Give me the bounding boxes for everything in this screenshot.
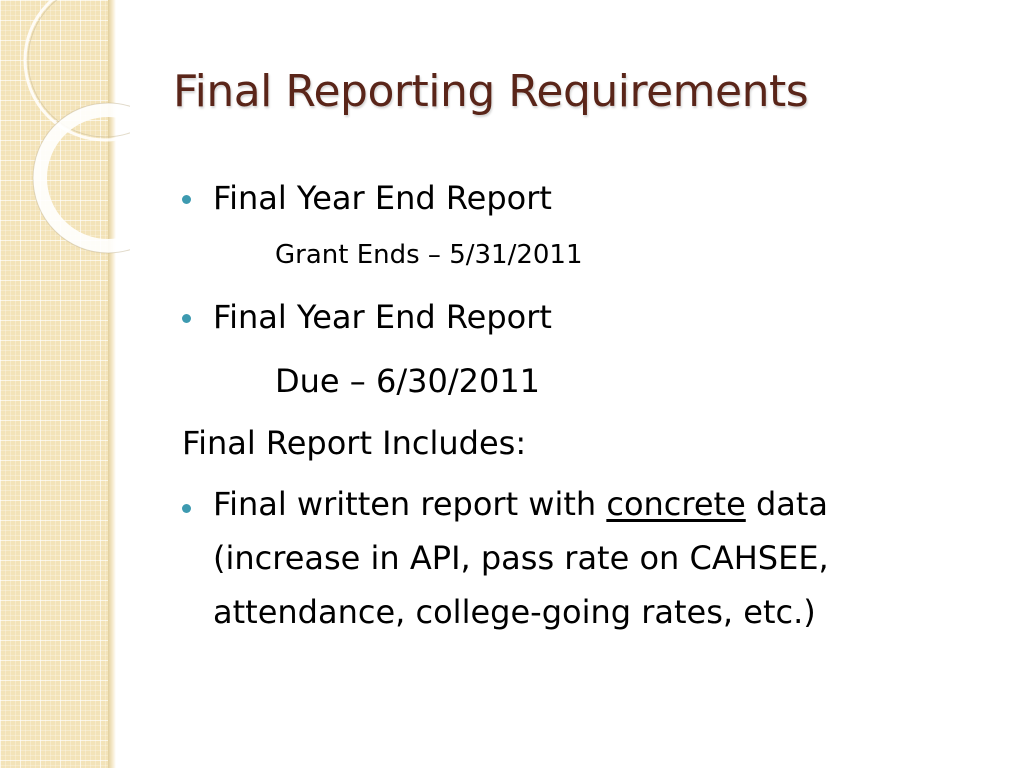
sub-item-text: Grant Ends – 5/31/2011 — [275, 240, 583, 270]
emphasis-text: concrete — [606, 485, 746, 523]
text-after: data — [745, 485, 829, 523]
sub-item — [275, 240, 583, 270]
bullet-dot-icon — [182, 314, 191, 323]
list-item-text: Final Year End Report — [213, 179, 552, 217]
list-item-line: (increase in API, pass rate on CAHSEE, — [213, 539, 829, 577]
list-item-text — [213, 477, 829, 639]
decorative-rings-icon — [0, 0, 130, 260]
sub-item — [275, 362, 540, 400]
text-before: Final written report with — [213, 485, 607, 523]
slide-title: Final Reporting Requirements — [173, 66, 809, 117]
bullet-dot-icon — [182, 195, 191, 204]
section-label-text: Final Report Includes: — [182, 424, 527, 462]
list-item-text: Final Year End Report — [213, 298, 552, 336]
list-item-line — [213, 477, 829, 531]
section-label — [182, 424, 526, 462]
bullet-dot-icon — [182, 504, 191, 513]
sub-item-text: Due – 6/30/2011 — [275, 362, 541, 400]
list-item-line: attendance, college-going rates, etc.) — [213, 593, 816, 631]
